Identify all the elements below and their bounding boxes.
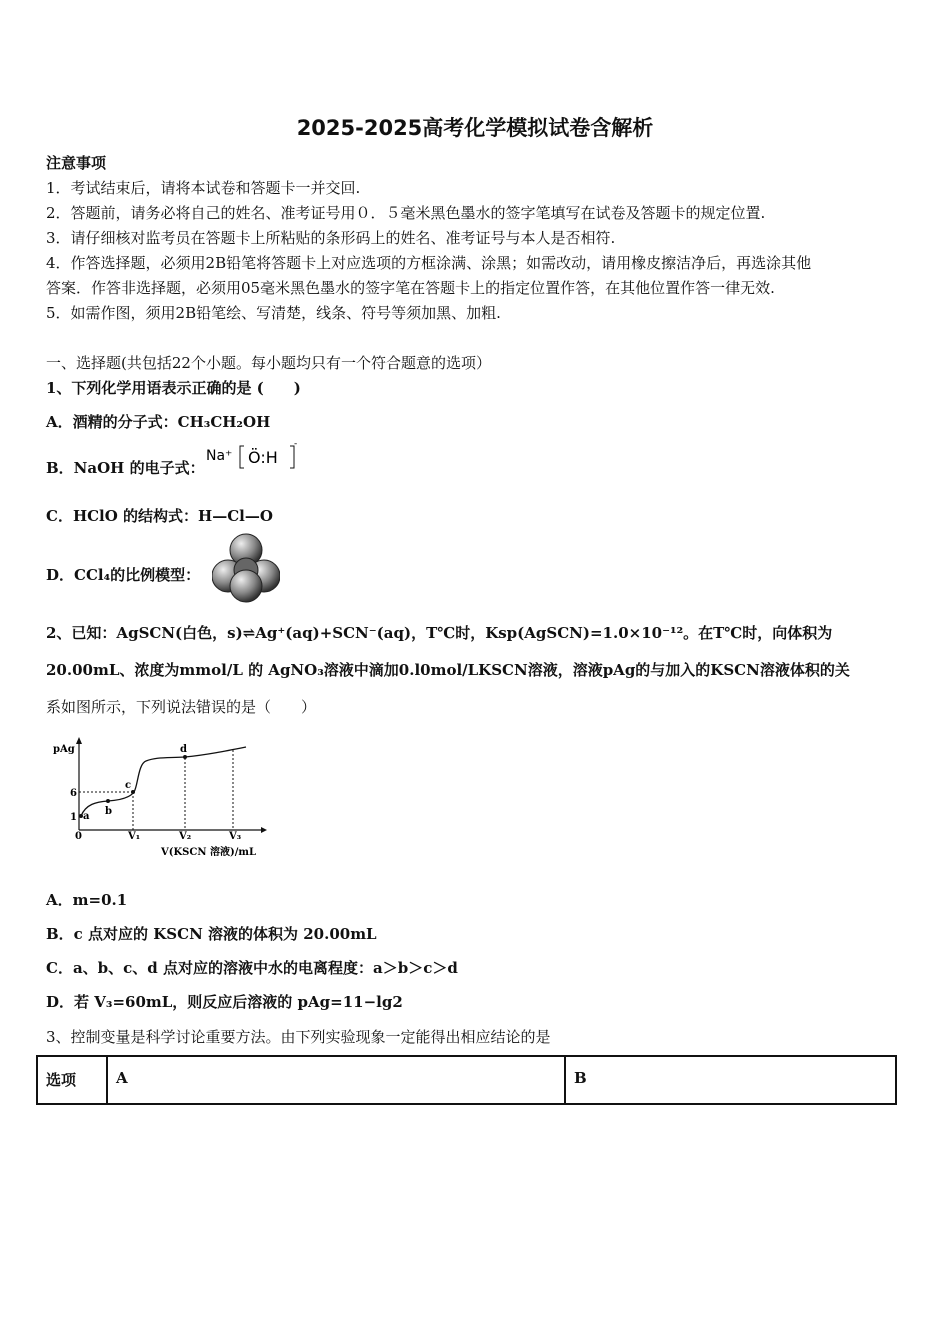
q2-option-a: A．m=0.1 (46, 891, 128, 909)
ethanol-formula: CH₃CH₂OH (177, 413, 271, 431)
notice-item: 5．如需作图，须用2B铅笔绘、写清楚，线条、符号等须加黑、加粗. (46, 304, 501, 322)
x-tick-label: V₂ (179, 831, 192, 842)
q2-line-1: 2、已知：AgSCN(白色，s)⇌Ag⁺(aq)+SCN⁻(aq)，T℃时，Ksp(AgSCN)=1.0×10⁻¹²。在T℃时，向体积为 (46, 624, 833, 642)
q1-option-b: B．NaOH 的电子式： (46, 459, 205, 477)
sodium-ion-label: Na⁺ (206, 448, 233, 464)
hydroxide-label: Ö:H (248, 448, 278, 467)
q1-option-c: C．HClO 的结构式：H—Cl—O (46, 507, 273, 525)
point-b (106, 799, 110, 803)
q1-option-a (46, 411, 270, 432)
q2-line-3: 系如图所示，下列说法错误的是（ ） (46, 698, 317, 716)
x-tick-label: V₁ (128, 831, 141, 842)
q2-line-2: 20.00mL、浓度为mmol/L 的 AgNO₃溶液中滴加0.l0mol/LKSCN溶液，溶液pAg的与加入的KSCN溶液体积的关 (46, 661, 850, 679)
y-tick-label: 6 (70, 788, 77, 799)
point-label: c (125, 780, 132, 791)
notice-item: 2．答题前，请务必将自己的姓名、准考证号用０．５毫米黑色墨水的签字笔填写在试卷及答题卡的规定位置. (46, 204, 766, 222)
x-tick-label: V₃ (229, 831, 242, 842)
ccl4-space-filling-model (212, 532, 280, 604)
q1-option-d: D．CCl₄的比例模型： (46, 566, 201, 584)
section-heading: 一、选择题(共包括22个小题。每小题均只有一个符合题意的选项） (46, 354, 491, 372)
q3-stem: 3、控制变量是科学讨论重要方法。由下列实验现象一定能得出相应结论的是 (46, 1028, 551, 1046)
table-header-cell: B (565, 1056, 896, 1104)
x-tick-label: 0 (75, 831, 82, 842)
page-title: 2025-2025高考化学模拟试卷含解析 (296, 116, 654, 140)
option-a-prefix: A．酒精的分子式： (46, 413, 178, 431)
x-axis-label: V(KSCN 溶液)/mL (161, 847, 256, 858)
table-row (37, 1056, 896, 1104)
pag-titration-chart (46, 734, 276, 864)
notice-heading: 注意事项 (46, 154, 107, 172)
q3-options-table (36, 1055, 897, 1105)
table-header-cell: 选项 (37, 1056, 107, 1104)
q2-option-c: C．a、b、c、d 点对应的溶液中水的电离程度：a＞b＞c＞d (46, 959, 458, 977)
point-label: a (83, 811, 90, 822)
point-label: b (105, 806, 112, 817)
point-c (131, 790, 135, 794)
notice-item: 1．考试结束后，请将本试卷和答题卡一并交回. (46, 179, 361, 197)
naoh-electron-formula (206, 440, 298, 474)
q1-stem: 1、下列化学用语表示正确的是 ( ) (46, 379, 301, 397)
point-d (183, 755, 187, 759)
table-header-cell: A (107, 1056, 565, 1104)
point-label: d (180, 744, 187, 755)
q2-option-b: B．c 点对应的 KSCN 溶液的体积为 20.00mL (46, 925, 377, 943)
svg-text:-: - (294, 440, 298, 449)
notice-item: 答案．作答非选择题，必须用05毫米黑色墨水的签字笔在答题卡上的指定位置作答，在其他位置作答一律无效. (46, 279, 775, 297)
notice-item: 4．作答选择题，必须用2B铅笔将答题卡上对应选项的方框涂满、涂黑；如需改动，请用橡皮擦洁净后，再选涂其他 (46, 254, 812, 272)
y-tick-label: 1 (70, 812, 77, 823)
q2-option-d: D．若 V₃=60mL，则反应后溶液的 pAg=11−lg2 (46, 993, 403, 1011)
notice-item: 3．请仔细核对监考员在答题卡上所粘贴的条形码上的姓名、准考证号与本人是否相符. (46, 229, 616, 247)
y-axis-label: pAg (53, 744, 75, 755)
